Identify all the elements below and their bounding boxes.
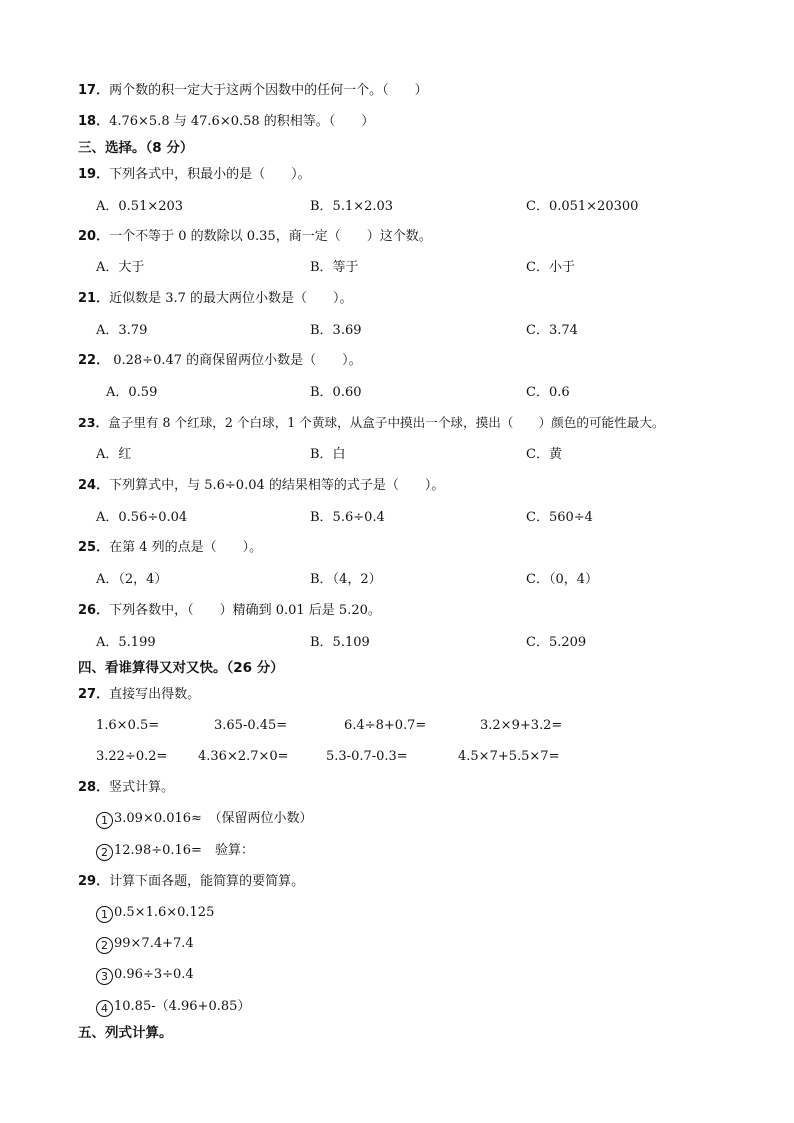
sub-item xyxy=(96,905,214,923)
sub-item-text: 99×7.4+7.4 xyxy=(114,936,194,951)
option-b: B．5.6÷0.4 xyxy=(310,510,385,525)
question-26 xyxy=(78,603,381,619)
circled-number: 1 xyxy=(96,906,113,923)
calc-item: 5.3-0.7-0.3= xyxy=(326,749,408,764)
question-text: 竖式计算。 xyxy=(109,780,175,795)
question-number: 18． xyxy=(78,114,110,129)
option-c: C．（0，4） xyxy=(526,572,598,587)
question-number: 26． xyxy=(78,603,110,618)
option-c: C．黄 xyxy=(526,447,562,462)
question-29 xyxy=(78,874,304,890)
question-28 xyxy=(78,780,174,796)
question-18 xyxy=(78,114,374,130)
question-text: 近似数是 3.7 的最大两位小数是（ ）。 xyxy=(109,291,353,306)
question-text: 下列算式中，与 5.6÷0.04 的结果相等的式子是（ ）。 xyxy=(109,478,445,493)
section-heading-calculation: 四、看谁算得又对又快。（26 分） xyxy=(78,660,284,676)
question-number: 25． xyxy=(78,540,110,555)
question-23 xyxy=(78,415,665,431)
question-number: 24． xyxy=(78,478,110,493)
question-text: 在第 4 列的点是（ ）。 xyxy=(109,540,263,555)
question-number: 29． xyxy=(78,874,110,889)
circled-number: 3 xyxy=(96,968,113,985)
sub-item xyxy=(96,999,250,1017)
section-heading-choice: 三、选择。（8 分） xyxy=(78,140,194,156)
sub-item xyxy=(96,967,194,985)
question-number: 23． xyxy=(78,415,109,430)
option-a: A．红 xyxy=(96,447,132,462)
question-number: 20． xyxy=(78,229,110,244)
sub-item xyxy=(96,811,312,829)
option-a: A．（2，4） xyxy=(96,572,168,587)
calc-item: 3.22÷0.2= xyxy=(96,749,168,764)
question-text: 下列各数中，（ ）精确到 0.01 后是 5.20。 xyxy=(109,603,381,618)
option-b: B．0.60 xyxy=(310,385,362,400)
calc-item: 3.2×9+3.2= xyxy=(480,718,563,733)
option-b: B．5.1×2.03 xyxy=(310,199,394,214)
option-b: B．等于 xyxy=(310,260,359,275)
question-24 xyxy=(78,478,444,494)
calc-item: 6.4÷8+0.7= xyxy=(344,718,427,733)
circled-number: 4 xyxy=(96,1000,113,1017)
option-a: A．大于 xyxy=(96,260,145,275)
question-text: 计算下面各题，能简算的要简算。 xyxy=(109,874,305,889)
question-text: 两个数的积一定大于这两个因数中的任何一个。（ ） xyxy=(109,83,428,98)
question-25 xyxy=(78,540,262,556)
sub-item-text: 3.09×0.016≈ （保留两位小数） xyxy=(114,811,313,826)
question-text: 直接写出得数。 xyxy=(109,687,201,702)
option-a: A．0.51×203 xyxy=(96,199,184,214)
question-20 xyxy=(78,229,432,245)
option-b: B．（4，2） xyxy=(310,572,382,587)
question-number: 27． xyxy=(78,687,110,702)
question-21 xyxy=(78,291,353,307)
option-c: C．0.051×20300 xyxy=(526,199,639,214)
question-text: 0.28÷0.47 的商保留两位小数是（ ）。 xyxy=(109,353,362,368)
option-a: A．3.79 xyxy=(96,323,148,338)
question-number: 17． xyxy=(78,83,110,98)
option-b: B．5.109 xyxy=(310,635,370,650)
circled-number: 1 xyxy=(96,812,113,829)
question-number: 22． xyxy=(78,353,110,368)
question-text: 4.76×5.8 与 47.6×0.58 的积相等。（ ） xyxy=(109,114,375,129)
sub-item-text: 0.5×1.6×0.125 xyxy=(114,905,215,920)
calc-item: 4.36×2.7×0= xyxy=(198,749,289,764)
question-number: 28． xyxy=(78,780,110,795)
option-c: C．小于 xyxy=(526,260,575,275)
option-b: B．3.69 xyxy=(310,323,362,338)
question-27 xyxy=(78,687,200,703)
question-text: 下列各式中，积最小的是（ ）。 xyxy=(109,167,311,182)
sub-item-text: 0.96÷3÷0.4 xyxy=(114,967,194,982)
option-c: C．3.74 xyxy=(526,323,578,338)
circled-number: 2 xyxy=(96,937,113,954)
option-c: C．0.6 xyxy=(526,385,570,400)
question-17 xyxy=(78,83,428,99)
question-22 xyxy=(78,353,362,369)
sub-item xyxy=(96,843,254,861)
calc-item: 1.6×0.5= xyxy=(96,718,160,733)
question-text: 盒子里有 8 个红球，2 个白球，1 个黄球，从盒子中摸出一个球，摸出（ ）颜色的可能性最大。 xyxy=(108,415,665,430)
option-a: A．5.199 xyxy=(96,635,156,650)
sub-item xyxy=(96,936,194,954)
question-text: 一个不等于 0 的数除以 0.35，商一定（ ）这个数。 xyxy=(109,229,432,244)
sub-item-text: 12.98÷0.16= 验算： xyxy=(114,843,254,858)
calc-item: 4.5×7+5.5×7= xyxy=(458,749,560,764)
question-number: 21． xyxy=(78,291,110,306)
calc-item: 3.65-0.45= xyxy=(214,718,288,733)
option-a: A．0.59 xyxy=(106,385,158,400)
option-a: A．0.56÷0.04 xyxy=(96,510,188,525)
section-heading-equation: 五、列式计算。 xyxy=(78,1025,173,1041)
sub-item-text: 10.85-（4.96+0.85） xyxy=(114,999,251,1014)
option-c: C．5.209 xyxy=(526,635,587,650)
option-c: C．560÷4 xyxy=(526,510,593,525)
circled-number: 2 xyxy=(96,844,113,861)
question-19 xyxy=(78,167,311,183)
option-b: B．白 xyxy=(310,447,346,462)
question-number: 19． xyxy=(78,167,110,182)
